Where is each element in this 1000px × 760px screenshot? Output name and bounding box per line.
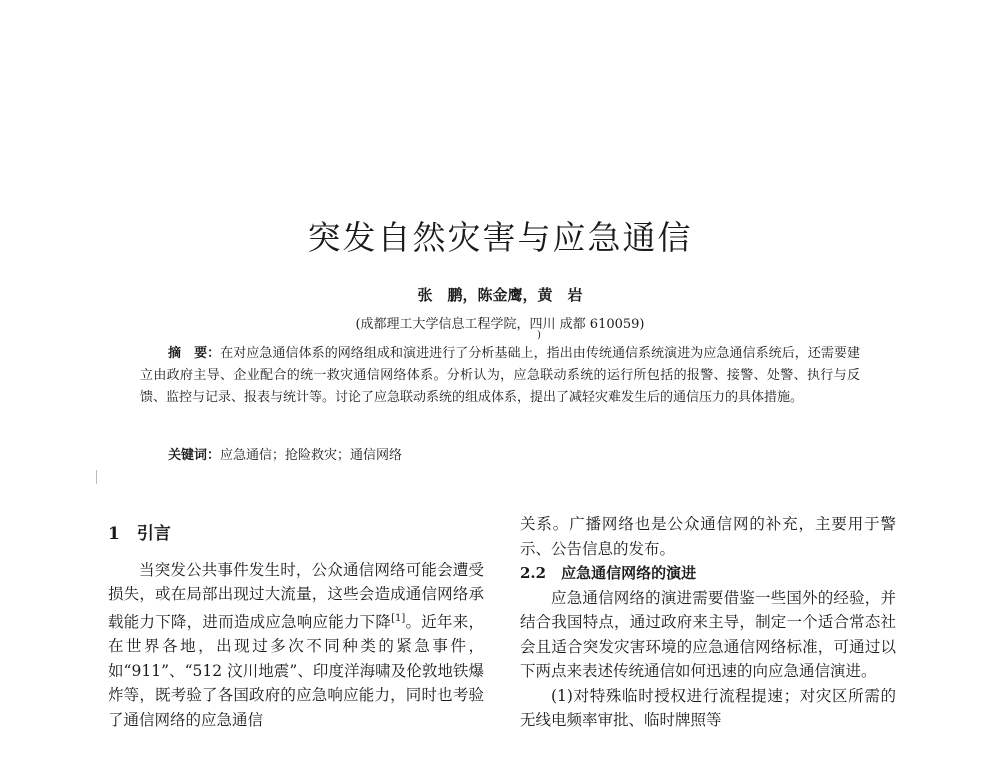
abstract (140, 343, 860, 409)
right-paragraph-top: 关系。广播网络也是公众通信网的补充，主要用于警示、公告信息的发布。 (520, 515, 896, 558)
intro-text-part1: 当突发公共事件发生时，公众通信网络可能会遭受损失，或在局部出现过大流量，这些会造成通信网络承载能力下降，进而造成应急响应能力下降 (108, 560, 484, 631)
keywords (168, 444, 402, 463)
scan-mark (96, 470, 97, 484)
intro-text-part2: 。近年来，在世界各地，出现过多次不同种类的紧急事件，如“911”、“512 汶川地震”、印度洋海啸及伦敦地铁爆炸等，既考验了各国政府的应急响应能力，同时也考验了通信网络的应急通信 (108, 612, 484, 729)
scan-speck: ) (537, 330, 541, 341)
evolution-paragraph: 应急通信网络的演进需要借鉴一些国外的经验，并结合我国特点，通过政府来主导，制定一个适合常态社会且适合突发灾害环境的应急通信网络标准，可通过以下两点来表述传统通信如何迅速的向应急通信演进。 (520, 588, 896, 680)
subsection-heading-2-2: 2.2 应急通信网络的演进 (520, 564, 697, 582)
paper-title: 突发自然灾害与应急通信 (307, 218, 693, 257)
abstract-label: 摘 要： (168, 346, 221, 361)
abstract-text: 在对应急通信体系的网络组成和演进进行了分析基础上，指出由传统通信系统演进为应急通信系统后，还需要建立由政府主导、企业配合的统一救灾通信网络体系。分析认为，应急联动系统的运行所包括的报警、接警、处警、执行与反馈、监控与记录、报表与统计等。讨论了应急联动系统的组成体系，提出了减轻灾难发生后的通信压力的具体措施。 (140, 346, 860, 405)
keywords-label: 关键词： (168, 448, 221, 463)
intro-paragraph (108, 558, 484, 733)
citation-1[interactable]: [1] (391, 612, 406, 624)
affiliation: (成都理工大学信息工程学院，四川 成都 610059) (355, 317, 645, 332)
right-column (520, 512, 896, 733)
measure-paragraph-1: (1)对特殊临时授权进行流程提速；对灾区所需的无线电频率审批、临时牌照等 (520, 686, 896, 729)
left-column (108, 522, 484, 732)
author-list: 张 鹏，陈金鹰，黄 岩 (417, 286, 583, 304)
keywords-text: 应急通信；抢险救灾；通信网络 (220, 448, 403, 463)
section-heading-intro: 1 引言 (108, 524, 171, 544)
